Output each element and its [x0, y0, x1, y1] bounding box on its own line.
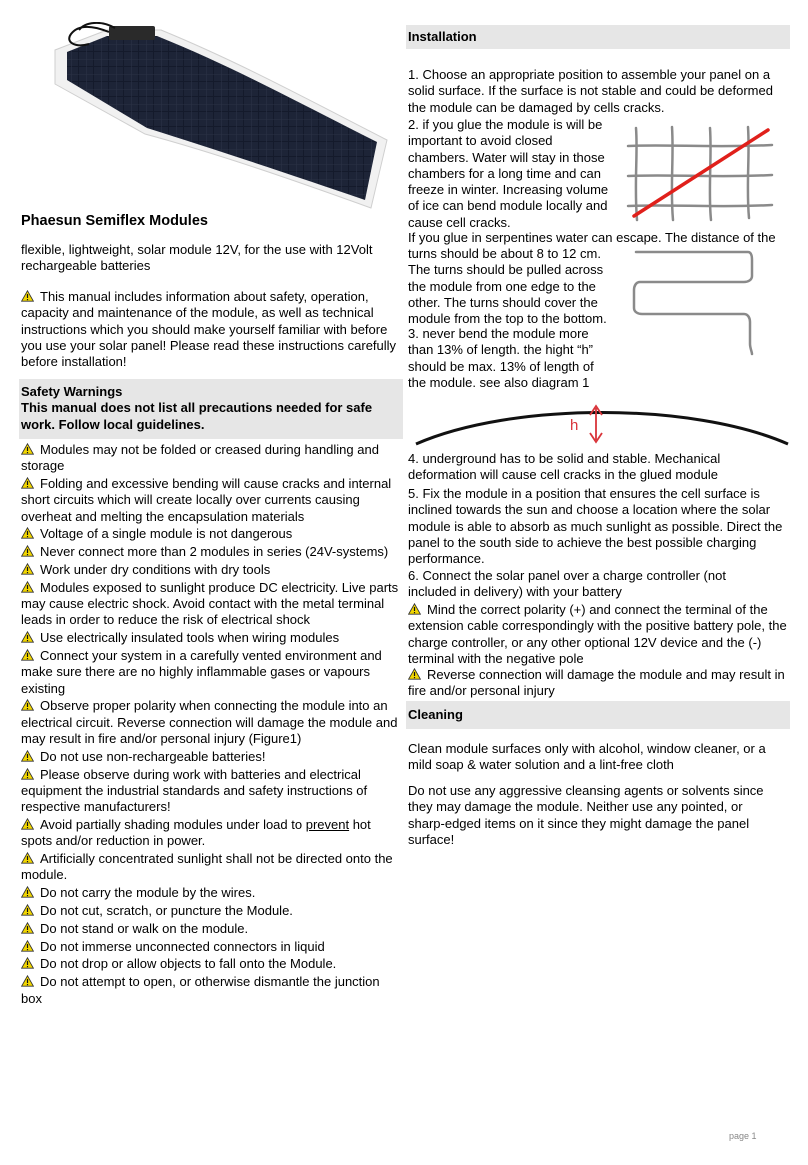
warning-icon	[21, 818, 34, 830]
warning-icon	[21, 290, 34, 302]
polarity-warning: Mind the correct polarity (+) and connect the terminal of the extension cable correspondingly with the positive battery pole, the charge controller, or any other optional 12V device and the (-) terminal with the negative pole	[408, 602, 787, 666]
bend-height-label: h	[570, 417, 579, 434]
warnings-list	[21, 442, 399, 1008]
warning-item: Use electrically insulated tools when wiring modules	[21, 630, 399, 646]
warning-icon	[21, 940, 34, 952]
warning-item: Modules may not be folded or creased during handling and storage	[21, 442, 379, 474]
safety-heading: Safety Warnings	[21, 384, 123, 399]
warning-icon	[21, 527, 34, 539]
warning-icon	[21, 563, 34, 575]
prevent-underlined: prevent	[305, 817, 350, 833]
warning-item-shading: Avoid partially shading modules under load to prevent hot spots and/or reduction in power.	[21, 817, 371, 849]
installation-header	[406, 25, 790, 49]
warning-icon	[21, 975, 34, 987]
warning-icon	[21, 545, 34, 557]
warning-item: Do not use non-rechargeable batteries!	[21, 749, 399, 765]
warning-item: Artificially concentrated sunlight shall not be directed onto the module.	[21, 851, 393, 883]
subtitle: flexible, lightweight, solar module 12V, for the use with 12Volt rechargeable batteries	[21, 242, 373, 274]
step-4: 4. underground has to be solid and stable. Mechanical deformation will cause cell cracks in the glued module	[408, 451, 721, 483]
cleaning-header	[406, 701, 790, 729]
intro-paragraph: This manual includes information about safety, operation, capacity and maintenance of the module, as well as technical instructions which you should make yourself familiar with before you use your solar panel! Please read these instructions carefully before installation!	[21, 289, 397, 370]
warning-item: Connect your system in a carefully vented environment and make sure there are no highly inflammable gases or vapours existing	[21, 648, 382, 696]
warning-item: Observe proper polarity when connecting the module into an electrical circuit. Reverse connection will damage the module and may result in fire and/or personal injury (Figure1)	[21, 698, 398, 747]
warning-icon	[21, 443, 34, 455]
warning-icon	[21, 649, 34, 661]
warning-icon	[21, 904, 34, 916]
warning-icon	[21, 581, 34, 593]
warning-icon	[21, 699, 34, 711]
warning-item: Folding and excessive bending will cause cracks and internal short circuits which will create locally over currents causing overheat and melting the encapsulation materials	[21, 476, 392, 524]
page-title: Phaesun Semiflex Modules	[21, 213, 208, 229]
bend-diagram	[412, 398, 792, 448]
warning-icon	[21, 768, 34, 780]
warning-item: Modules exposed to sunlight produce DC electricity. Live parts may cause electric shock. Avoid contact with the metal terminal leads in order to reduce the risk of electrical shock	[21, 579, 399, 628]
warning-icon	[21, 922, 34, 934]
warning-icon	[21, 631, 34, 643]
warning-icon	[408, 603, 421, 615]
page-number: page 1	[729, 1131, 757, 1141]
reverse-warning: Reverse connection will damage the module and may result in fire and/or personal injury	[408, 667, 785, 699]
step-3: 3. never bend the module more than 13% of length. the hight “h” should be max. 13% of length of the module. see also diagram 1	[408, 326, 594, 390]
warning-item: Do not cut, scratch, or puncture the Module.	[21, 903, 399, 919]
warning-item: Do not immerse unconnected connectors in liquid	[21, 939, 399, 955]
warning-icon	[408, 668, 421, 680]
step-6: 6. Connect the solar panel over a charge controller (not included in delivery) with your battery	[408, 568, 726, 600]
warning-item: Please observe during work with batteries and electrical equipment the industrial standards and safety instructions of respective manufacturers!	[21, 766, 368, 815]
warning-item: Do not drop or allow objects to fall onto the Module.	[21, 956, 399, 972]
warning-icon	[21, 477, 34, 489]
step-5: 5. Fix the module in a position that ensures the cell surface is inclined towards the sun and choose a location where the solar module is able to absorb as much sunlight as possible. Direct the panel to the south side to achieve the best possible charging performance.	[408, 486, 783, 567]
serpentine-text: turns should be about 8 to 12 cm. The turns should be pulled across the module from one edge to the other. The turns should cover the module from the top to the bottom.	[408, 246, 607, 327]
warning-icon	[21, 852, 34, 864]
warning-icon	[21, 886, 34, 898]
cleaning-heading: Cleaning	[408, 707, 463, 722]
warning-item: Work under dry conditions with dry tools	[21, 562, 399, 578]
closed-chambers-diagram	[626, 124, 774, 224]
installation-heading: Installation	[408, 29, 477, 44]
warning-item: Do not attempt to open, or otherwise dismantle the junction box	[21, 974, 380, 1006]
step-2: 2. if you glue the module is will be important to avoid closed chambers. Water will stay in those chambers for a long time and can freeze in winter. Increasing volume of ice can bend module locally and cause cell cracks.	[408, 117, 609, 230]
warning-item: Do not carry the module by the wires.	[21, 885, 399, 901]
cleaning-paragraph-2: Do not use any aggressive cleansing agents or solvents since they may damage the module. Neither use any pointed, or sharp-edged items on it since they might damage the panel surface!	[408, 783, 764, 847]
warning-item: Never connect more than 2 modules in series (24V-systems)	[21, 544, 399, 560]
warning-item: Do not stand or walk on the module.	[21, 921, 399, 937]
solar-panel-photo	[49, 22, 409, 212]
cleaning-paragraph-1: Clean module surfaces only with alcohol, window cleaner, or a mild soap & water solution and a lint-free cloth	[408, 741, 766, 773]
safety-subheading: This manual does not list all precautions needed for safe work. Follow local guidelines.	[21, 400, 373, 432]
warning-icon	[21, 750, 34, 762]
step-1: 1. Choose an appropriate position to assemble your panel on a solid surface. If the surface is not stable and could be deformed the module can be damaged by cells cracks.	[408, 67, 773, 115]
serpentine-line: If you glue in serpentines water can escape. The distance of the	[408, 230, 776, 245]
warning-icon	[21, 957, 34, 969]
safety-warnings-header	[19, 379, 403, 439]
serpentine-diagram	[630, 248, 760, 358]
warning-item: Voltage of a single module is not dangerous	[21, 526, 399, 542]
